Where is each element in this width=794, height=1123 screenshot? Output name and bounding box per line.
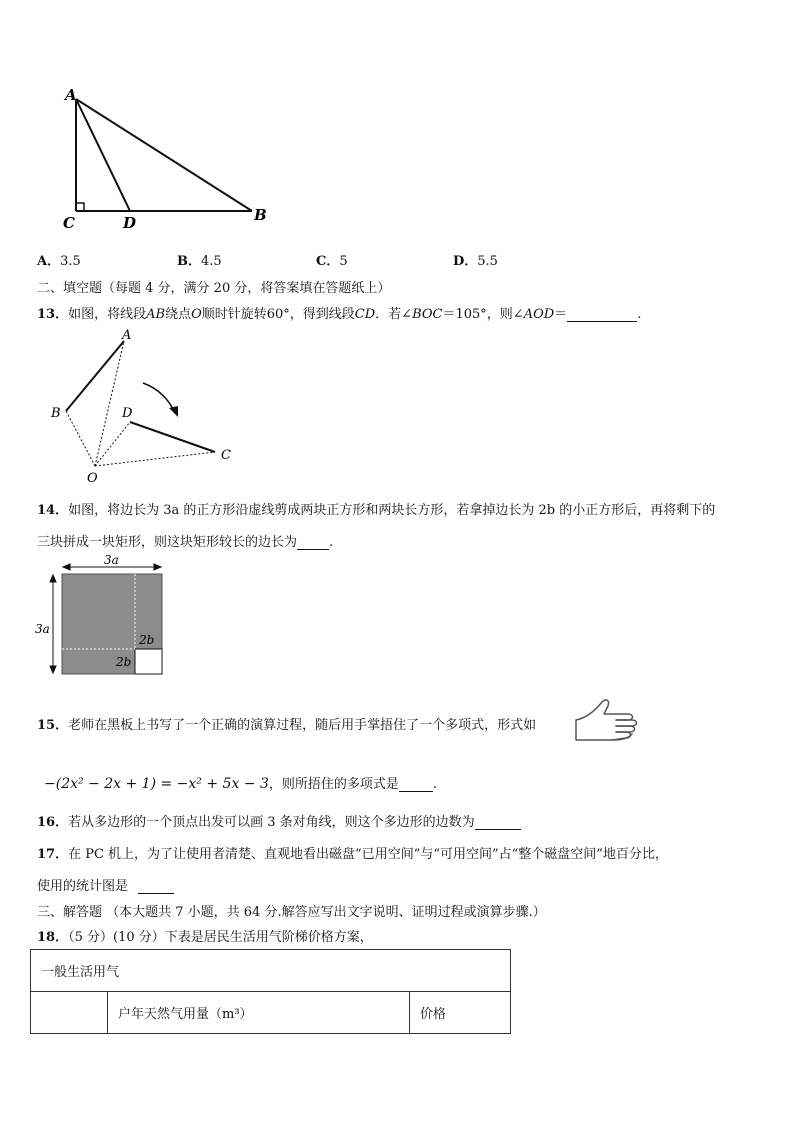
q16-text: 16．若从多边形的一个顶点出发可以画 3 条对角线，则这个多边形的边数为: [37, 811, 521, 830]
table-row: [31, 992, 511, 1034]
q14-line1: 14．如图，将边长为 3a 的正方形沿虚线剪成两块正方形和两块长方形，若拿掉边长为 2b 的小正方形后，再将剩下的: [37, 503, 716, 518]
fig13-label-b: B: [51, 406, 61, 421]
gas-price-table: [30, 949, 511, 1034]
hand-icon: [572, 694, 640, 744]
fig12-label-c: C: [63, 214, 75, 232]
fig12-label-d: D: [123, 214, 137, 232]
fig12-label-a: A: [65, 86, 77, 104]
q15-formula-line: −(2x² − 2x + 1) = −x² + 5x − 3，则所捂住的多项式是 .: [44, 776, 438, 792]
fig13-label-o: O: [87, 471, 98, 485]
table-row: [31, 950, 511, 992]
fig14-label-inner: 2b: [139, 633, 155, 647]
q13-answer-blank[interactable]: [567, 307, 637, 322]
q12-triangle-figure: [35, 80, 285, 235]
table-cell-usage: 户年天然气用量（m³）: [108, 992, 410, 1034]
q14-square-figure: [33, 553, 173, 678]
q17-answer-blank[interactable]: [138, 879, 174, 894]
fig14-label-left: 3a: [35, 622, 50, 636]
q17-line2: 使用的统计图是: [37, 875, 174, 894]
section-3-heading: 三、解答题 （本大题共 7 小题，共 64 分.解答应写出文字说明、证明过程或演算步骤.）: [37, 905, 546, 920]
q15-formula: −(2x² − 2x + 1) = −x² + 5x − 3: [44, 776, 269, 792]
fig14-label-bottom: 2b: [116, 655, 132, 669]
section-2-heading: 二、填空题（每题 4 分，满分 20 分，将答案填在答题纸上）: [37, 281, 391, 296]
q13-text: 13．如图，将线段AB绕点O顺时针旋转60°，得到线段CD．若∠BOC＝105°，则∠AOD＝ .: [37, 307, 642, 322]
option-b: B．4.5: [177, 254, 222, 269]
q18-text: 18．（5 分）(10 分）下表是居民生活用气阶梯价格方案，: [37, 930, 373, 945]
fig13-label-c: C: [221, 448, 231, 463]
q13-rotation-figure: [45, 325, 245, 485]
table-cell-price: 价格: [410, 992, 511, 1034]
fig14-label-top: 3a: [104, 553, 119, 567]
q14-answer-blank[interactable]: [297, 535, 329, 550]
option-c: C．5: [316, 254, 348, 269]
fig13-label-a: A: [122, 328, 132, 343]
fig13-label-d: D: [122, 406, 133, 421]
table-header-cell: 一般生活用气: [31, 950, 511, 992]
fig12-label-b: B: [254, 206, 267, 224]
q16-answer-blank[interactable]: [475, 815, 521, 830]
q15-text: 15．老师在黑板上书写了一个正确的演算过程，随后用手掌捂住了一个多项式，形式如: [37, 718, 537, 733]
option-d: D．5.5: [453, 254, 498, 269]
table-cell-empty: [31, 992, 108, 1034]
q15-answer-blank[interactable]: [399, 777, 433, 792]
option-a: A．3.5: [37, 254, 81, 269]
q14-line2: 三块拼成一块矩形，则这块矩形较长的边长为 .: [37, 535, 334, 550]
q17-line1: 17．在 PC 机上，为了让使用者清楚、直观地看出磁盘“已用空间”与“可用空间”占“整个磁盘空间”地百分比，: [37, 847, 668, 862]
